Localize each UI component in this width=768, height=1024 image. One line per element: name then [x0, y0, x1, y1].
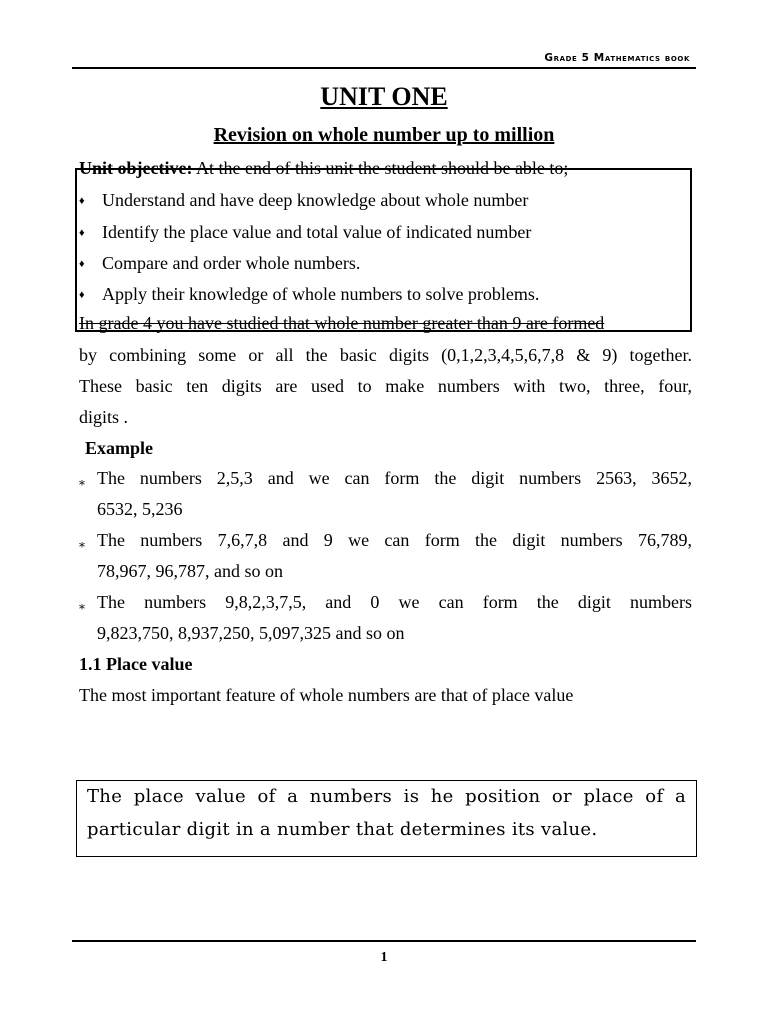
objective-item	[79, 284, 539, 305]
objective-item	[79, 253, 360, 274]
objective-item-text: Understand and have deep knowledge about whole number	[102, 190, 529, 210]
unit-subtitle: Revision on whole number up to million	[213, 124, 555, 146]
example-item-line: 6532, 5,236	[97, 499, 183, 519]
asterisk-bullet-icon: ⁎	[79, 598, 85, 612]
diamond-bullet-icon: ♦	[79, 258, 85, 270]
definition-line: The place value of a numbers is he position or place of a	[87, 786, 686, 807]
diamond-bullet-icon: ♦	[79, 289, 85, 301]
intro-paragraph-line: These basic ten digits are used to make numbers with two, three, four,	[79, 376, 692, 396]
asterisk-bullet-icon: ⁎	[79, 474, 85, 488]
objective-item-text: Identify the place value and total value of indicated number	[102, 222, 532, 242]
objective-item-text: Compare and order whole numbers.	[102, 253, 361, 273]
header-rule	[72, 67, 696, 69]
example-item-line: 78,967, 96,787, and so on	[97, 561, 283, 581]
intro-paragraph-line: by combining some or all the basic digits (0,1,2,3,4,5,6,7,8 & 9) together.	[79, 345, 692, 365]
diamond-bullet-icon: ♦	[79, 195, 85, 207]
page-number: 1	[380, 950, 388, 965]
objective-item-text: Apply their knowledge of whole numbers to solve problems.	[102, 284, 540, 304]
objective-item	[79, 190, 528, 211]
section-heading: 1.1 Place value	[79, 654, 193, 674]
objective-item	[79, 222, 531, 243]
diamond-bullet-icon: ♦	[79, 227, 85, 239]
unit-title: UNIT ONE	[320, 82, 448, 111]
definition-line: particular digit in a number that determines its value.	[87, 819, 598, 840]
objective-label: Unit objective:	[79, 158, 193, 178]
place-value-text: The most important feature of whole numbers are that of place value	[79, 685, 574, 705]
objective-intro-text: At the end of this unit the student should be able to;	[192, 158, 569, 178]
running-header: Grade 5 Mathematics book	[544, 52, 690, 64]
asterisk-bullet-icon: ⁎	[79, 536, 85, 550]
example-heading: Example	[85, 438, 154, 458]
example-item-line: The numbers 7,6,7,8 and 9 we can form the digit numbers 76,789,	[97, 530, 692, 550]
intro-paragraph-line: digits .	[79, 407, 129, 427]
example-item-line: 9,823,750, 8,937,250, 5,097,325 and so on	[97, 623, 405, 643]
example-item-line: The numbers 9,8,2,3,7,5, and 0 we can form the digit numbers	[97, 592, 692, 612]
example-item-line: The numbers 2,5,3 and we can form the digit numbers 2563, 3652,	[97, 468, 692, 488]
intro-paragraph-line: In grade 4 you have studied that whole number greater than 9 are formed	[79, 313, 605, 333]
footer-rule	[72, 940, 696, 942]
